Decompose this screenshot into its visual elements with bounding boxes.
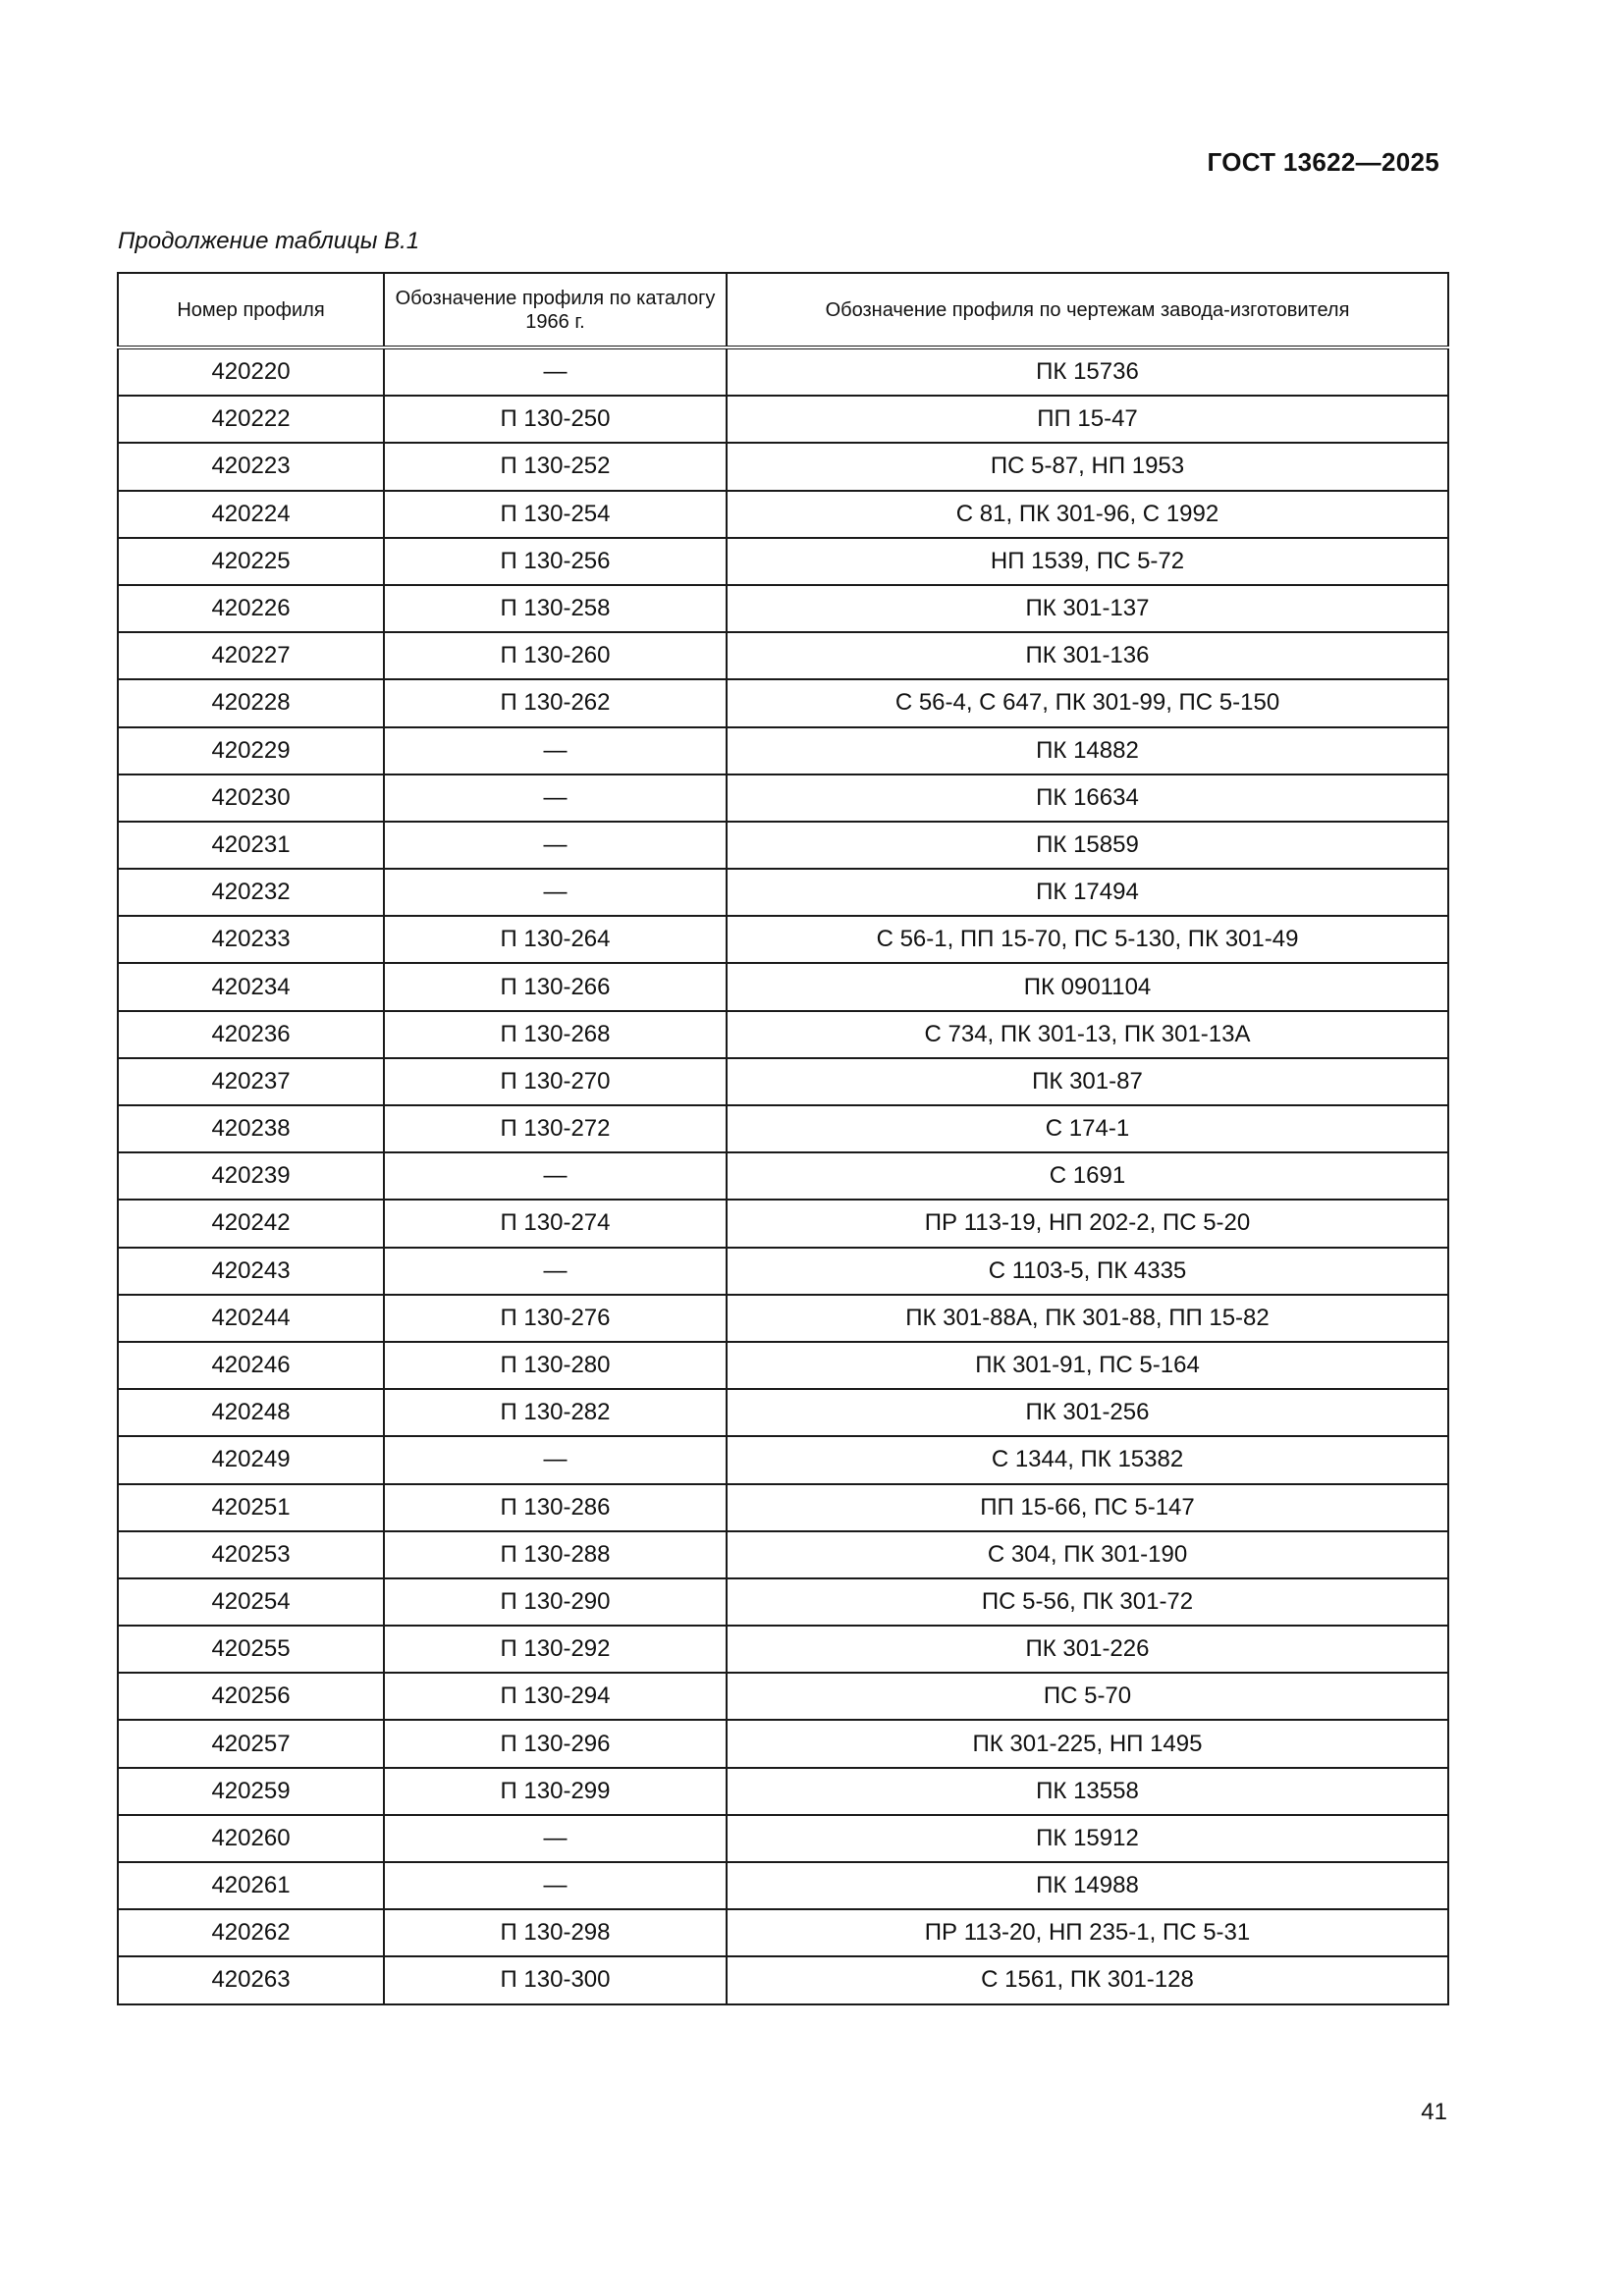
cell-catalog-1966: П 130-258 <box>384 585 727 632</box>
table-row <box>118 1011 1448 1058</box>
cell-manufacturer-drawings: С 81, ПК 301-96, С 1992 <box>727 491 1448 538</box>
cell-profile-number: 420239 <box>118 1152 384 1200</box>
cell-catalog-1966: П 130-272 <box>384 1105 727 1152</box>
cell-manufacturer-drawings: С 304, ПК 301-190 <box>727 1531 1448 1578</box>
cell-manufacturer-drawings: ПК 14988 <box>727 1862 1448 1909</box>
cell-manufacturer-drawings: ПК 301-226 <box>727 1626 1448 1673</box>
table-row <box>118 538 1448 585</box>
cell-profile-number: 420253 <box>118 1531 384 1578</box>
table-row <box>118 1295 1448 1342</box>
cell-manufacturer-drawings: С 1691 <box>727 1152 1448 1200</box>
cell-manufacturer-drawings: ПР 113-20, НП 235-1, ПС 5-31 <box>727 1909 1448 1956</box>
table-row <box>118 774 1448 822</box>
cell-catalog-1966: П 130-266 <box>384 963 727 1010</box>
cell-catalog-1966: П 130-288 <box>384 1531 727 1578</box>
table-row <box>118 1484 1448 1531</box>
cell-profile-number: 420231 <box>118 822 384 869</box>
cell-profile-number: 420246 <box>118 1342 384 1389</box>
cell-manufacturer-drawings: С 1561, ПК 301-128 <box>727 1956 1448 2003</box>
cell-catalog-1966: П 130-270 <box>384 1058 727 1105</box>
cell-catalog-1966: П 130-296 <box>384 1720 727 1767</box>
table-row <box>118 822 1448 869</box>
cell-profile-number: 420255 <box>118 1626 384 1673</box>
table-row <box>118 1578 1448 1626</box>
profile-table <box>117 272 1449 2005</box>
cell-catalog-1966: — <box>384 774 727 822</box>
cell-profile-number: 420244 <box>118 1295 384 1342</box>
cell-manufacturer-drawings: ПК 301-137 <box>727 585 1448 632</box>
table-row <box>118 1152 1448 1200</box>
table-row <box>118 1248 1448 1295</box>
cell-profile-number: 420249 <box>118 1436 384 1483</box>
cell-manufacturer-drawings: С 56-4, С 647, ПК 301-99, ПС 5-150 <box>727 679 1448 726</box>
cell-manufacturer-drawings: С 1344, ПК 15382 <box>727 1436 1448 1483</box>
cell-profile-number: 420227 <box>118 632 384 679</box>
table-row <box>118 1956 1448 2003</box>
cell-manufacturer-drawings: ПС 5-56, ПК 301-72 <box>727 1578 1448 1626</box>
cell-catalog-1966: П 130-264 <box>384 916 727 963</box>
cell-profile-number: 420229 <box>118 727 384 774</box>
cell-profile-number: 420260 <box>118 1815 384 1862</box>
cell-catalog-1966: П 130-268 <box>384 1011 727 1058</box>
table-row <box>118 916 1448 963</box>
header-catalog-1966: Обозначение профиля по каталогу 1966 г. <box>384 273 727 347</box>
cell-catalog-1966: П 130-250 <box>384 396 727 443</box>
cell-manufacturer-drawings: С 174-1 <box>727 1105 1448 1152</box>
cell-manufacturer-drawings: ПК 301-88А, ПК 301-88, ПП 15-82 <box>727 1295 1448 1342</box>
cell-profile-number: 420228 <box>118 679 384 726</box>
cell-profile-number: 420243 <box>118 1248 384 1295</box>
cell-profile-number: 420222 <box>118 396 384 443</box>
table-body <box>118 347 1448 2004</box>
cell-catalog-1966: П 130-254 <box>384 491 727 538</box>
header-profile-number: Номер профиля <box>118 273 384 347</box>
cell-catalog-1966: П 130-252 <box>384 443 727 490</box>
cell-profile-number: 420256 <box>118 1673 384 1720</box>
cell-manufacturer-drawings: ПП 15-47 <box>727 396 1448 443</box>
table-row <box>118 679 1448 726</box>
cell-manufacturer-drawings: ПР 113-19, НП 202-2, ПС 5-20 <box>727 1200 1448 1247</box>
cell-profile-number: 420226 <box>118 585 384 632</box>
cell-catalog-1966: П 130-280 <box>384 1342 727 1389</box>
cell-manufacturer-drawings: ПК 13558 <box>727 1768 1448 1815</box>
table-row <box>118 1909 1448 1956</box>
cell-manufacturer-drawings: ПС 5-87, НП 1953 <box>727 443 1448 490</box>
cell-profile-number: 420251 <box>118 1484 384 1531</box>
cell-catalog-1966: П 130-274 <box>384 1200 727 1247</box>
cell-profile-number: 420220 <box>118 347 384 396</box>
cell-profile-number: 420232 <box>118 869 384 916</box>
cell-catalog-1966: — <box>384 869 727 916</box>
standard-designation: ГОСТ 13622—2025 <box>1207 147 1439 177</box>
cell-catalog-1966: — <box>384 1815 727 1862</box>
cell-profile-number: 420236 <box>118 1011 384 1058</box>
table-row <box>118 491 1448 538</box>
cell-manufacturer-drawings: НП 1539, ПС 5-72 <box>727 538 1448 585</box>
cell-catalog-1966: П 130-256 <box>384 538 727 585</box>
cell-manufacturer-drawings: ПК 14882 <box>727 727 1448 774</box>
header-manufacturer-drawings: Обозначение профиля по чертежам завода-изготовителя <box>727 273 1448 347</box>
cell-profile-number: 420242 <box>118 1200 384 1247</box>
table-row <box>118 1105 1448 1152</box>
cell-catalog-1966: — <box>384 1152 727 1200</box>
cell-profile-number: 420233 <box>118 916 384 963</box>
table-row <box>118 585 1448 632</box>
table-row <box>118 632 1448 679</box>
cell-profile-number: 420224 <box>118 491 384 538</box>
cell-manufacturer-drawings: С 56-1, ПП 15-70, ПС 5-130, ПК 301-49 <box>727 916 1448 963</box>
cell-profile-number: 420238 <box>118 1105 384 1152</box>
cell-profile-number: 420234 <box>118 963 384 1010</box>
cell-manufacturer-drawings: ПП 15-66, ПС 5-147 <box>727 1484 1448 1531</box>
table-row <box>118 1342 1448 1389</box>
table-row <box>118 1768 1448 1815</box>
cell-manufacturer-drawings: ПК 15736 <box>727 347 1448 396</box>
cell-manufacturer-drawings: ПК 301-225, НП 1495 <box>727 1720 1448 1767</box>
table-row <box>118 1436 1448 1483</box>
cell-manufacturer-drawings: ПК 301-91, ПС 5-164 <box>727 1342 1448 1389</box>
cell-profile-number: 420230 <box>118 774 384 822</box>
table-row <box>118 1531 1448 1578</box>
cell-catalog-1966: — <box>384 1248 727 1295</box>
cell-catalog-1966: — <box>384 822 727 869</box>
cell-manufacturer-drawings: ПК 15912 <box>727 1815 1448 1862</box>
table-caption: Продолжение таблицы В.1 <box>118 228 420 254</box>
cell-manufacturer-drawings: ПС 5-70 <box>727 1673 1448 1720</box>
cell-manufacturer-drawings: ПК 301-256 <box>727 1389 1448 1436</box>
cell-catalog-1966: — <box>384 1436 727 1483</box>
cell-catalog-1966: П 130-292 <box>384 1626 727 1673</box>
cell-profile-number: 420257 <box>118 1720 384 1767</box>
table-row <box>118 727 1448 774</box>
cell-manufacturer-drawings: ПК 301-87 <box>727 1058 1448 1105</box>
table-row <box>118 1058 1448 1105</box>
cell-profile-number: 420223 <box>118 443 384 490</box>
cell-manufacturer-drawings: ПК 301-136 <box>727 632 1448 679</box>
cell-manufacturer-drawings: ПК 15859 <box>727 822 1448 869</box>
cell-profile-number: 420262 <box>118 1909 384 1956</box>
table-row <box>118 1389 1448 1436</box>
table-row <box>118 1862 1448 1909</box>
cell-catalog-1966: — <box>384 1862 727 1909</box>
cell-catalog-1966: П 130-260 <box>384 632 727 679</box>
cell-catalog-1966: П 130-300 <box>384 1956 727 2003</box>
cell-catalog-1966: П 130-262 <box>384 679 727 726</box>
cell-manufacturer-drawings: С 1103-5, ПК 4335 <box>727 1248 1448 1295</box>
cell-profile-number: 420263 <box>118 1956 384 2003</box>
table-row <box>118 869 1448 916</box>
cell-catalog-1966: П 130-298 <box>384 1909 727 1956</box>
cell-profile-number: 420254 <box>118 1578 384 1626</box>
cell-profile-number: 420259 <box>118 1768 384 1815</box>
cell-profile-number: 420237 <box>118 1058 384 1105</box>
cell-catalog-1966: П 130-286 <box>384 1484 727 1531</box>
cell-profile-number: 420261 <box>118 1862 384 1909</box>
cell-catalog-1966: П 130-290 <box>384 1578 727 1626</box>
cell-manufacturer-drawings: ПК 0901104 <box>727 963 1448 1010</box>
page-number: 41 <box>1421 2099 1447 2125</box>
table-row <box>118 1200 1448 1247</box>
cell-profile-number: 420225 <box>118 538 384 585</box>
cell-manufacturer-drawings: ПК 17494 <box>727 869 1448 916</box>
table-row <box>118 1626 1448 1673</box>
cell-catalog-1966: П 130-299 <box>384 1768 727 1815</box>
cell-catalog-1966: П 130-276 <box>384 1295 727 1342</box>
table-row <box>118 1720 1448 1767</box>
table-row <box>118 1815 1448 1862</box>
table-row <box>118 443 1448 490</box>
table-row <box>118 1673 1448 1720</box>
table-header-row <box>118 273 1448 347</box>
cell-catalog-1966: П 130-294 <box>384 1673 727 1720</box>
table-row <box>118 347 1448 396</box>
cell-profile-number: 420248 <box>118 1389 384 1436</box>
cell-manufacturer-drawings: С 734, ПК 301-13, ПК 301-13А <box>727 1011 1448 1058</box>
cell-catalog-1966: П 130-282 <box>384 1389 727 1436</box>
cell-catalog-1966: — <box>384 727 727 774</box>
cell-catalog-1966: — <box>384 347 727 396</box>
cell-manufacturer-drawings: ПК 16634 <box>727 774 1448 822</box>
table-row <box>118 963 1448 1010</box>
table-row <box>118 396 1448 443</box>
